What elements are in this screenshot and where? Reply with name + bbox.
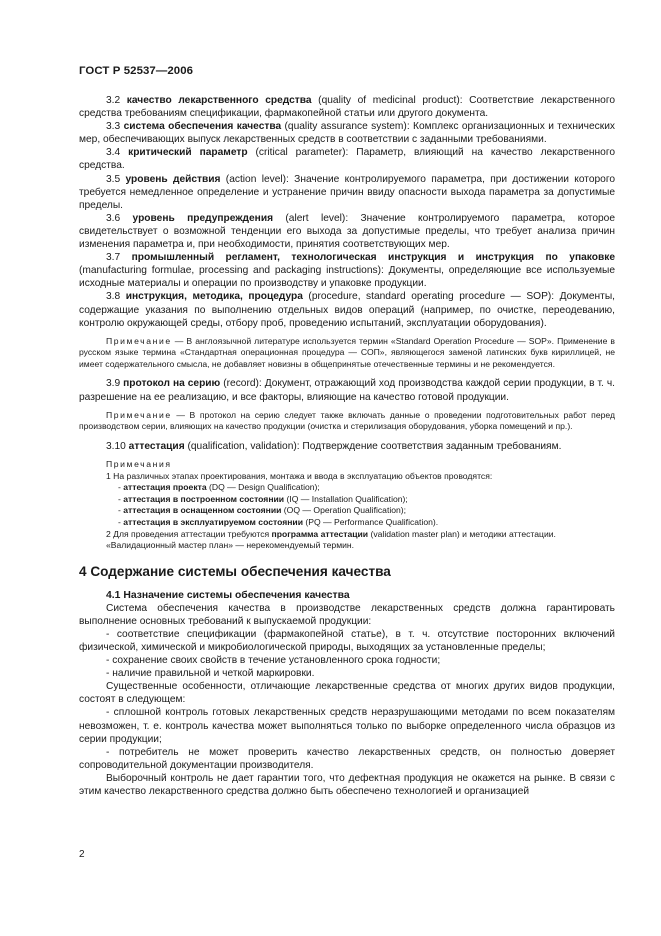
body-paragraph: - сплошной контроль готовых лекарственных средств неразрушающими методами по всем показателям невозможен, т. е. контроль качества может выполняться только по выборке определенного числа образцов из серии продукции; bbox=[79, 707, 615, 745]
term-3-6 bbox=[79, 212, 615, 251]
note-list-item: - аттестация проекта (DQ — Design Qualification); bbox=[118, 482, 320, 493]
note-item-rest: (PQ — Performance Qualification). bbox=[303, 516, 439, 527]
term-3-5 bbox=[79, 173, 615, 212]
term-number: 3.9 bbox=[106, 378, 121, 390]
note-3-9 bbox=[79, 410, 615, 433]
term-name: уровень действия bbox=[125, 173, 221, 185]
term-name: инструкция, методика, процедура bbox=[125, 291, 303, 303]
term-name: уровень предупреждения bbox=[132, 212, 274, 224]
term-3-4 bbox=[79, 146, 615, 172]
term-number: 3.3 bbox=[106, 121, 121, 133]
term-number: 3.6 bbox=[106, 212, 121, 224]
term-definition: (qualification, validation): Подтверждение соответствия заданным требованиям. bbox=[184, 440, 562, 452]
term-number: 3.4 bbox=[106, 147, 121, 159]
note-item-term: аттестация в оснащенном состоянии bbox=[123, 505, 282, 516]
term-number: 3.2 bbox=[106, 95, 121, 106]
page-number: 2 bbox=[79, 849, 85, 860]
body-paragraph: - потребитель не может проверить качество лекарственных средств, он полностью доверяет сопроводительной документации производителя. bbox=[79, 746, 615, 771]
body-paragraph: - сохранение своих свойств в течение установленного срока годности; bbox=[106, 655, 441, 667]
note-label: Примечание bbox=[106, 335, 172, 346]
note-2-pre: 2 Для проведения аттестации требуются bbox=[106, 528, 272, 539]
term-definition: (critical parameter): Параметр, влияющий на качество лекарственного средства. bbox=[79, 147, 615, 172]
note-2-post: (validation master plan) и методики аттестации. bbox=[368, 528, 556, 539]
note-text: — В протокол на серию следует также включать данные о проведении подготовительных работ перед производством серии, влияющих на качество продукции (очистка и стерилизация оборудования, уборка помещений и пр.). bbox=[79, 409, 615, 432]
document-header: ГОСТ Р 52537—2006 bbox=[79, 65, 194, 77]
term-3-7 bbox=[79, 251, 615, 290]
note-item-rest: (DQ — Design Qualification); bbox=[206, 482, 320, 493]
body-paragraph: Система обеспечения качества в производстве лекарственных средств должна гарантировать выполнение основных требований к выпускаемой продукции: bbox=[79, 602, 615, 627]
note-2-term: программа аттестации bbox=[271, 528, 369, 539]
note-list-item: - аттестация в оснащенном состоянии (OQ — Operation Qualification); bbox=[118, 505, 407, 516]
notes-label: Примечания bbox=[106, 458, 172, 469]
term-name: система обеспечения качества bbox=[123, 121, 282, 133]
term-definition: (manufacturing formulae, processing and packaging instructions): Документы, определяющие все используемые исходные материалы и операции по производству и упаковке продукции. bbox=[79, 265, 615, 290]
term-3-2 bbox=[79, 94, 615, 120]
term-number: 3.7 bbox=[106, 252, 121, 264]
term-number: 3.5 bbox=[106, 173, 121, 185]
term-definition: (action level): Значение контролируемого параметра, при достижении которого требуется немедленное определение и устранение причин ввиду опасности выхода параметра за допустимые пределы. bbox=[79, 173, 615, 211]
term-definition: (quality assurance system): Комплекс организационных и технических мер, обеспечивающих выпуск лекарственных средств в соответствии с заданными требованиями. bbox=[79, 121, 615, 146]
term-3-3 bbox=[79, 120, 615, 146]
note-item-term: аттестация в эксплуатируемом состоянии bbox=[123, 516, 303, 527]
note-item-rest: (OQ — Operation Qualification); bbox=[281, 505, 407, 516]
term-definition: (quality of medicinal product): Соответствие лекарственного средства требованиям спецификации, фармакопейной статьи или другого документа. bbox=[79, 95, 615, 120]
term-definition: (procedure, standard operating procedure — SOP): Документы, содержащие указания по выполнению отдельных видов операций (например, по очистке, переодеванию, контролю окружающей среды, отбору проб, проведению испытаний, эксплуатации оборудования). bbox=[79, 291, 615, 329]
term-number: 3.10 bbox=[106, 440, 126, 452]
section-title: 4 Содержание системы обеспечения качества bbox=[79, 563, 391, 579]
note-label: Примечание bbox=[106, 409, 172, 420]
term-name: промышленный регламент, технологическая инструкция и инструкция по упаковке bbox=[131, 252, 615, 264]
note-2 bbox=[79, 529, 615, 541]
note-3: «Валидационный мастер план» — нерекомендуемый термин. bbox=[106, 540, 355, 551]
note-text: — В англоязычной литературе используется термин «Standard Operation Procedure — SOP». Применение в русском языке термина «Стандартная операционная процедура — СОП», являющегося заменой латинских букв кириллицей, не имеет содержательного смысла, не добавляет новизны в общепринятые отечественные термины и не рекомендуется. bbox=[79, 335, 615, 369]
body-paragraph: - соответствие спецификации (фармакопейной статье), в т. ч. отсутствие посторонних включений физической, химической и микробиологической природы, выходящих за установленные пределы; bbox=[79, 628, 615, 653]
term-3-10 bbox=[79, 440, 615, 453]
page-content bbox=[79, 94, 615, 798]
body-paragraph: Выборочный контроль не дает гарантии того, что дефектная продукция не окажется на рынке. В связи с этим качество лекарственного средства должно быть обеспечено технологией и организацией bbox=[79, 772, 615, 797]
note-3-8 bbox=[79, 336, 615, 371]
notes-3-10 bbox=[79, 459, 615, 552]
note-list-item: - аттестация в построенном состоянии (IQ — Installation Qualification); bbox=[118, 493, 408, 504]
note-item-rest: (IQ — Installation Qualification); bbox=[284, 493, 408, 504]
body-paragraph: - наличие правильной и четкой маркировки. bbox=[106, 668, 315, 680]
term-3-8 bbox=[79, 290, 615, 329]
term-name: критический параметр bbox=[128, 147, 248, 159]
note-1: 1 На различных этапах проектирования, монтажа и ввода в эксплуатацию объектов проводятся: bbox=[106, 470, 493, 481]
note-item-term: аттестация проекта bbox=[123, 482, 207, 493]
term-definition: (alert level): Значение контролируемого параметра, которое свидетельствует о возможной тенденции его выхода за допустимые пределы, что требует анализа причин изменения параметра и, при необходимости, принятия соответствующих мер. bbox=[79, 212, 615, 251]
note-item-term: аттестация в построенном состоянии bbox=[123, 493, 285, 504]
term-definition: (record): Документ, отражающий ход производства каждой серии продукции, в т. ч. разрешение на ее реализацию, и все факторы, влияющие на качество готовой продукции. bbox=[79, 378, 615, 403]
term-number: 3.8 bbox=[106, 291, 121, 303]
term-name: аттестация bbox=[128, 440, 185, 452]
term-name: качество лекарственного средства bbox=[126, 95, 312, 106]
note-list-item: - аттестация в эксплуатируемом состоянии (PQ — Performance Qualification). bbox=[118, 516, 439, 527]
subsection-title: 4.1 Назначение системы обеспечения качества bbox=[106, 589, 350, 601]
body-paragraph: Существенные особенности, отличающие лекарственные средства от многих других видов продукции, состоят в следующем: bbox=[79, 681, 615, 706]
term-3-9 bbox=[79, 377, 615, 403]
term-name: протокол на серию bbox=[123, 378, 221, 390]
